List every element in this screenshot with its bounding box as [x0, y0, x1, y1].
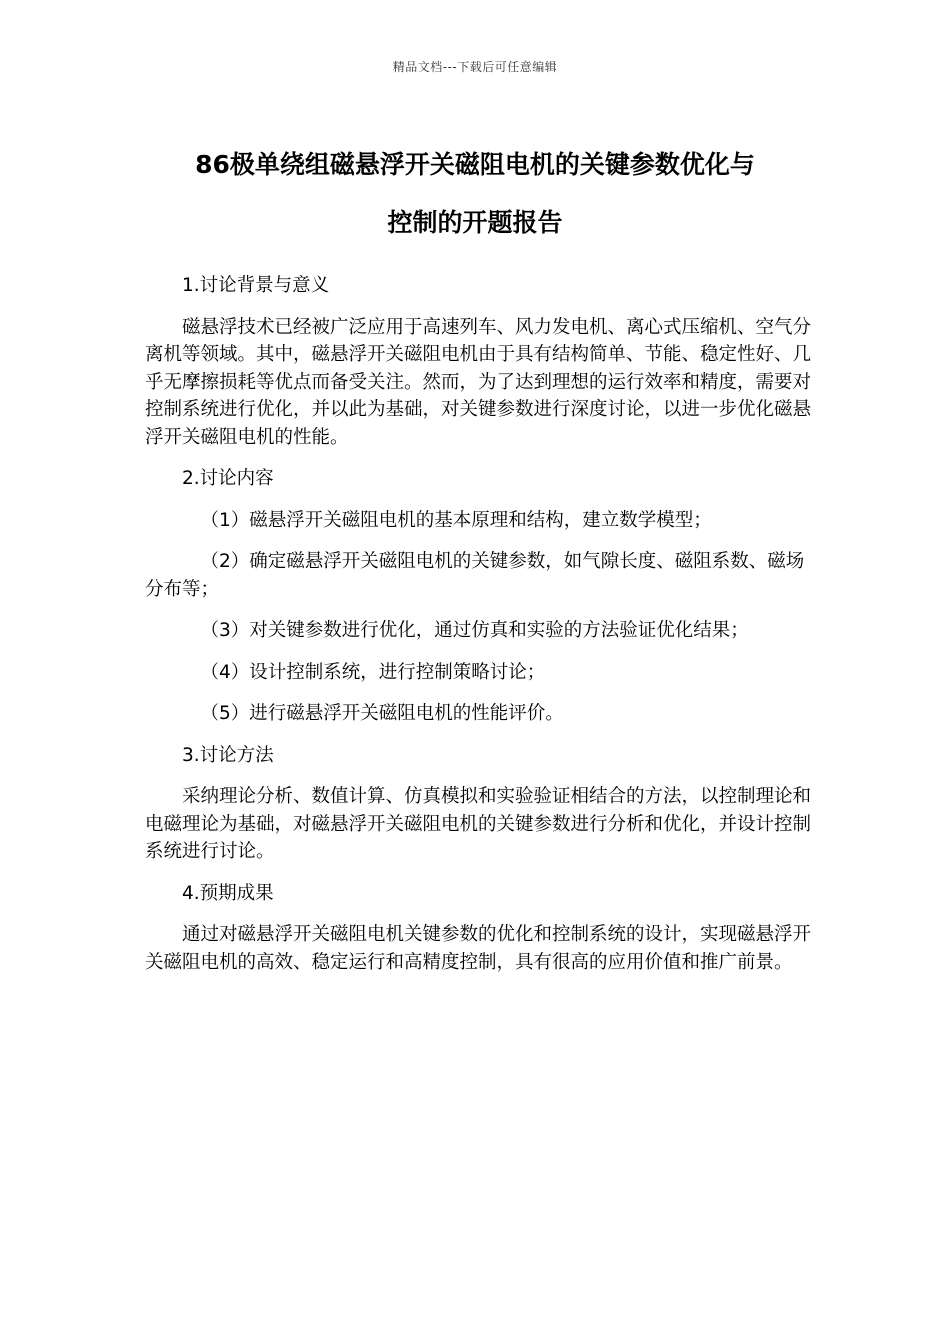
results-paragraph: 通过对磁悬浮开关磁阻电机关键参数的优化和控制系统的设计，实现磁悬浮开关磁阻电机的高效、稳定运行和高精度控制，具有很高的应用价值和推广前景。	[145, 924, 812, 973]
document-body	[145, 272, 815, 990]
background-paragraph: 磁悬浮技术已经被广泛应用于高速列车、风力发电机、离心式压缩机、空气分离机等领域。其中，磁悬浮开关磁阻电机由于具有结构简单、节能、稳定性好、几乎无摩擦损耗等优点而备受关注。然而，为了达到理想的运行效率和精度，需要对控制系统进行优化，并以此为基础，对关键参数进行深度讨论，以进一步优化磁悬浮开关磁阻电机的性能。	[145, 316, 812, 448]
section-heading-method: 3.讨论方法	[182, 744, 274, 766]
section-heading-content: 2.讨论内容	[182, 468, 274, 489]
content-item: （4）设计控制系统，进行控制策略讨论；	[200, 661, 546, 683]
header-note: 精品文档---下载后可任意编辑	[392, 60, 558, 74]
content-item: （5）进行磁悬浮开关磁阻电机的性能评价。	[200, 703, 564, 724]
title-line-1: 86极单绕组磁悬浮开关磁阻电机的关键参数优化与	[195, 150, 755, 179]
content-item: （1）磁悬浮开关磁阻电机的基本原理和结构，建立数学模型；	[200, 509, 712, 531]
content-item: （3）对关键参数进行优化，通过仿真和实验的方法验证优化结果；	[200, 620, 749, 641]
section-heading-results: 4.预期成果	[182, 882, 274, 904]
section-heading-background: 1.讨论背景与意义	[182, 275, 330, 296]
method-paragraph: 采纳理论分析、数值计算、仿真模拟和实验验证相结合的方法，以控制理论和电磁理论为基础，对磁悬浮开关磁阻电机的关键参数进行分析和优化，并设计控制系统进行讨论。	[145, 786, 812, 862]
document-title	[120, 136, 830, 252]
content-item: （2）确定磁悬浮开关磁阻电机的关键参数，如气隙长度、磁阻系数、磁场分布等；	[145, 551, 805, 600]
title-line-2: 控制的开题报告	[387, 208, 563, 237]
